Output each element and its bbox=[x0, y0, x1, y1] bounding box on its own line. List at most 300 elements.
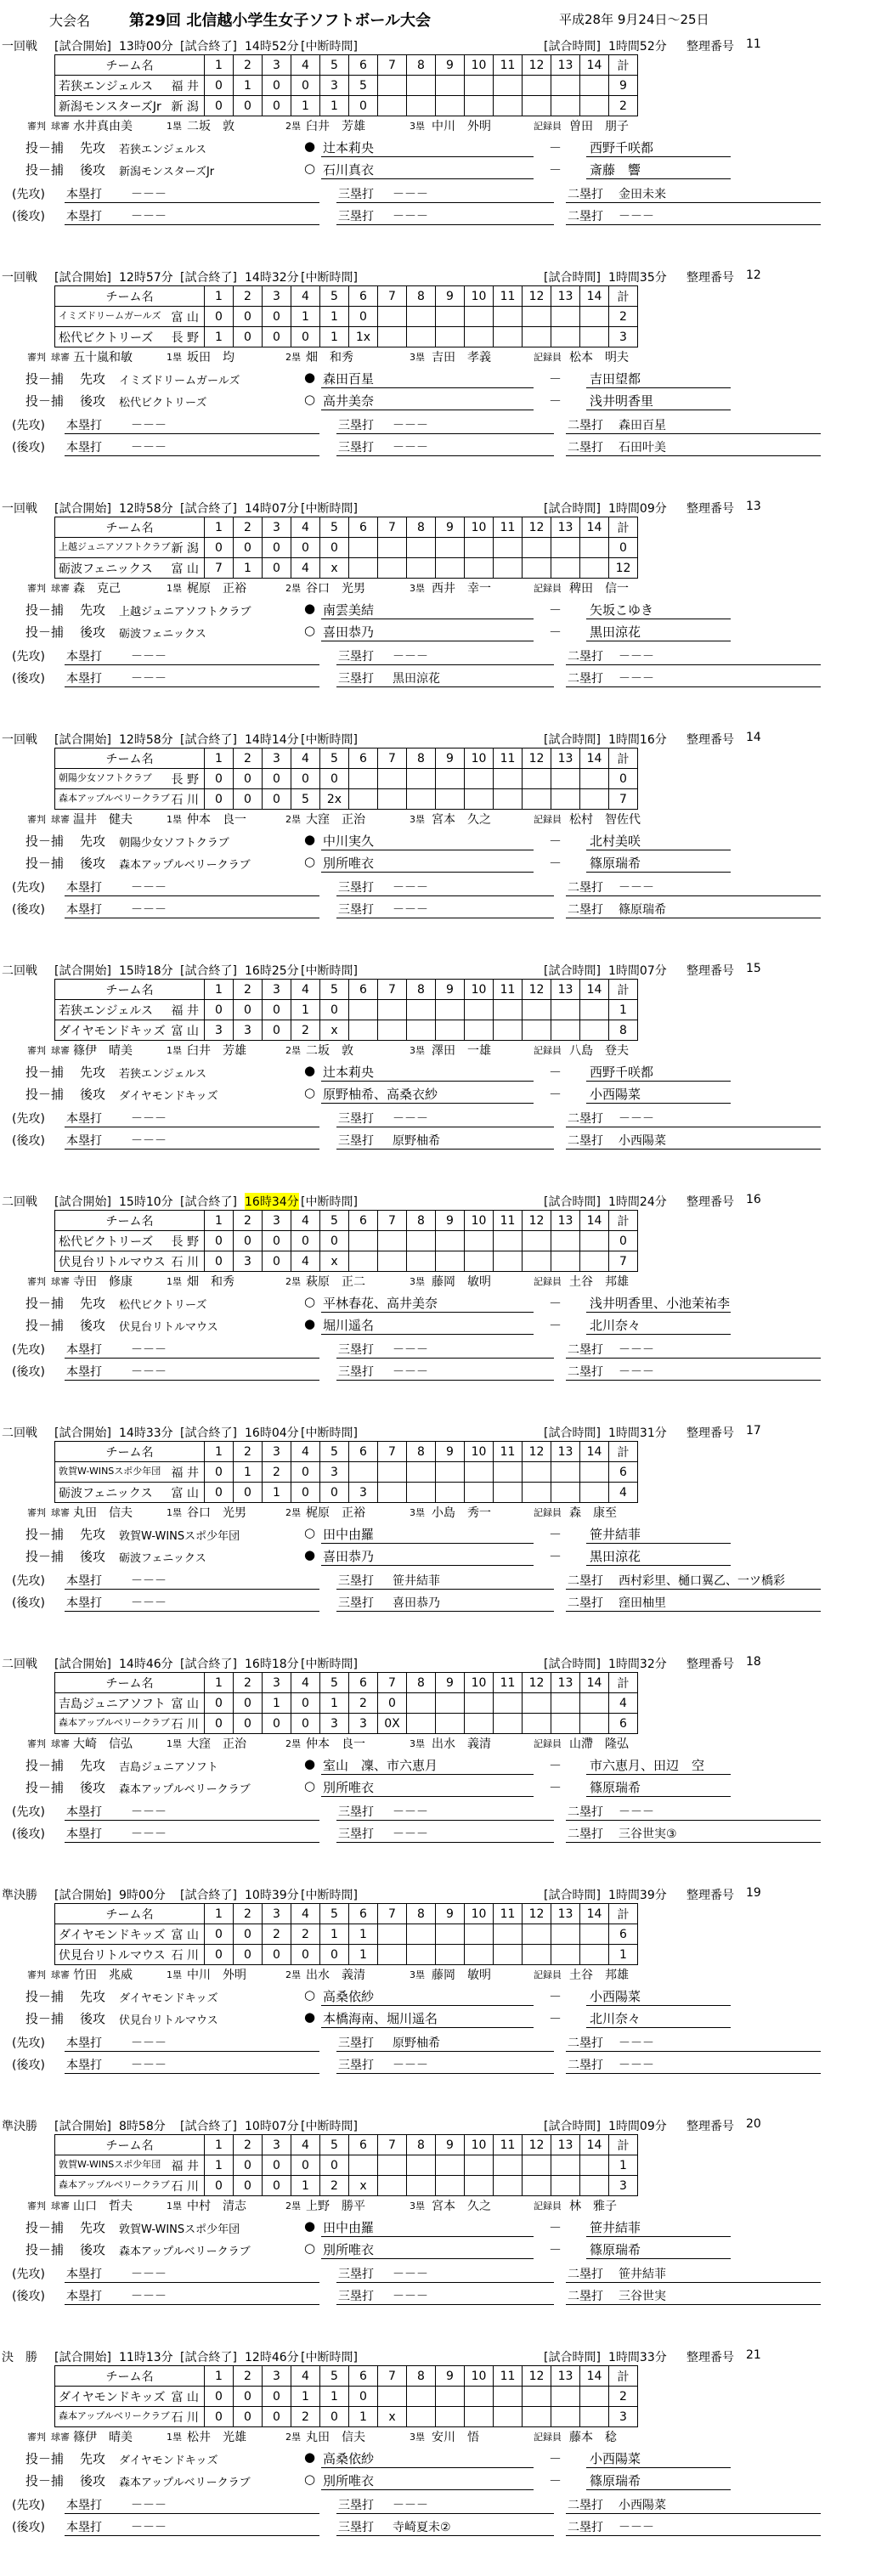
scoreboard-header-row bbox=[55, 2366, 638, 2387]
inning-score: 1 bbox=[234, 1462, 263, 1483]
triple-label: 三塁打 bbox=[338, 2268, 374, 2281]
dash-separator: － bbox=[549, 371, 562, 387]
inning-score bbox=[349, 1251, 378, 1272]
recorder-label: 記録員 bbox=[534, 1276, 562, 1287]
inning-header: 14 bbox=[580, 980, 609, 1000]
inning-header: 9 bbox=[436, 1673, 465, 1693]
plate-umpire-label: 球審 bbox=[51, 2432, 70, 2443]
double-label: 二塁打 bbox=[568, 1574, 603, 1588]
inning-score bbox=[465, 1251, 494, 1272]
inning-score bbox=[465, 1945, 494, 1965]
triple-label: 三塁打 bbox=[338, 210, 374, 223]
start-time: 12時57分 bbox=[119, 271, 173, 285]
inning-score bbox=[523, 1231, 551, 1251]
underline bbox=[566, 2535, 821, 2536]
third-base-umpire-label: 3塁 bbox=[410, 1507, 425, 1518]
inning-header: 13 bbox=[551, 980, 580, 1000]
team-cell bbox=[55, 1945, 205, 1965]
team-score-row bbox=[55, 789, 638, 810]
scoreboard-header-row bbox=[55, 1442, 638, 1462]
double-label: 二塁打 bbox=[568, 2499, 603, 2512]
battery-label: 投－捕 bbox=[25, 2011, 65, 2026]
pitcher-name: 原野柚希、高桑衣紗 bbox=[323, 1087, 438, 1102]
round-name: 一回戦 bbox=[2, 733, 37, 747]
inning-header: 6 bbox=[349, 1442, 378, 1462]
battery-team-name: 砺波フェニックス bbox=[119, 1552, 206, 1565]
first-base-umpire-name: 谷口 光男 bbox=[187, 1506, 246, 1520]
homerun-label: 本塁打 bbox=[66, 1827, 102, 1841]
team-name: 伏見台リトルマウス bbox=[59, 1255, 166, 1269]
inning-header: 13 bbox=[551, 2366, 580, 2387]
batting-order-label: 後攻 bbox=[80, 1318, 106, 1333]
inning-score: 0 bbox=[234, 96, 263, 116]
inning-header: 6 bbox=[349, 1211, 378, 1231]
pitcher-name: 田中由羅 bbox=[323, 1527, 375, 1542]
inning-score bbox=[378, 789, 407, 810]
inning-header: 3 bbox=[263, 980, 291, 1000]
inning-score bbox=[551, 2155, 580, 2176]
third-base-umpire-name: 澤田 一雄 bbox=[432, 1044, 491, 1058]
inning-header: 2 bbox=[234, 749, 263, 769]
inning-header: 12 bbox=[523, 517, 551, 538]
battery-label: 投－捕 bbox=[25, 2220, 65, 2235]
inning-header: 7 bbox=[378, 1904, 407, 1924]
recorder-name: 森 康至 bbox=[569, 1506, 617, 1520]
battery-label: 投－捕 bbox=[25, 856, 65, 871]
hit-side-label: (後攻) bbox=[12, 1365, 45, 1379]
underline bbox=[586, 1334, 731, 1335]
start-label: [試合開始] bbox=[54, 1658, 111, 1671]
team-score-row bbox=[55, 76, 638, 96]
interrupt-label: [中断時間] bbox=[301, 1889, 358, 1902]
triple-players: －－－ bbox=[393, 1805, 428, 1819]
inning-header: 7 bbox=[378, 749, 407, 769]
homerun-label: 本塁打 bbox=[66, 419, 102, 432]
underline bbox=[336, 1589, 554, 1590]
inning-score: 5 bbox=[349, 76, 378, 96]
team-column-header: チーム名 bbox=[55, 55, 205, 76]
catcher-name: 斎藤 響 bbox=[590, 162, 641, 178]
inning-score bbox=[551, 1693, 580, 1714]
underline bbox=[65, 433, 319, 434]
underline bbox=[65, 1149, 319, 1150]
pitcher-name: 喜田恭乃 bbox=[323, 1549, 375, 1564]
inning-score bbox=[378, 2387, 407, 2407]
catcher-name: 黒田涼花 bbox=[590, 1549, 641, 1564]
double-players: －－－ bbox=[619, 2059, 654, 2072]
underline bbox=[566, 202, 821, 203]
team-total: 2 bbox=[609, 2387, 638, 2407]
underline bbox=[65, 664, 319, 665]
inning-score bbox=[580, 2176, 609, 2196]
hit-side-label: (後攻) bbox=[12, 2059, 45, 2072]
inning-score: 0 bbox=[263, 1251, 291, 1272]
underline bbox=[336, 2513, 554, 2514]
inning-score: 0 bbox=[263, 2155, 291, 2176]
inning-score: 0 bbox=[234, 2387, 263, 2407]
game-info-row bbox=[0, 958, 870, 979]
inning-score bbox=[407, 1693, 436, 1714]
inning-score bbox=[494, 96, 523, 116]
inning-score bbox=[580, 538, 609, 558]
start-time: 11時13分 bbox=[119, 2351, 173, 2364]
inning-score: 0 bbox=[263, 1231, 291, 1251]
team-cell bbox=[55, 2387, 205, 2407]
inning-score bbox=[523, 2176, 551, 2196]
triple-label: 三塁打 bbox=[338, 2499, 374, 2512]
inning-score: 0 bbox=[320, 1231, 349, 1251]
inning-header: 9 bbox=[436, 286, 465, 307]
inning-score: 0 bbox=[263, 558, 291, 579]
inning-header: 13 bbox=[551, 286, 580, 307]
team-column-header: チーム名 bbox=[55, 2366, 205, 2387]
duration-label: [試合時間] bbox=[544, 2120, 601, 2133]
inning-score bbox=[436, 1693, 465, 1714]
double-players: －－－ bbox=[619, 1805, 654, 1819]
dash-separator: － bbox=[549, 1989, 562, 2004]
double-label: 二塁打 bbox=[568, 1827, 603, 1841]
underline bbox=[586, 1565, 731, 1566]
homerun-players: －－－ bbox=[131, 2290, 167, 2303]
inning-header: 9 bbox=[436, 55, 465, 76]
inning-score bbox=[465, 96, 494, 116]
inning-score: 0 bbox=[263, 2407, 291, 2427]
double-players: －－－ bbox=[619, 650, 654, 664]
underline bbox=[566, 664, 821, 665]
plate-umpire-name: 温井 健夫 bbox=[73, 813, 133, 827]
team-total: 7 bbox=[609, 789, 638, 810]
team-cell bbox=[55, 769, 205, 789]
third-base-umpire-name: 藤岡 敏明 bbox=[432, 1969, 491, 1982]
catcher-name: 黒田涼花 bbox=[590, 624, 641, 640]
inning-score bbox=[407, 307, 436, 327]
triple-players: －－－ bbox=[393, 210, 428, 223]
start-label: [試合開始] bbox=[54, 502, 111, 516]
first-base-umpire-label: 1塁 bbox=[167, 1507, 182, 1518]
umpire-label: 審判 bbox=[27, 2432, 46, 2443]
catcher-name: 西野千咲都 bbox=[590, 140, 654, 155]
inning-score bbox=[551, 558, 580, 579]
inning-score bbox=[465, 2155, 494, 2176]
team-prefecture: 富 山 bbox=[171, 1486, 199, 1500]
underline bbox=[586, 2489, 731, 2490]
sheet-header bbox=[0, 0, 870, 32]
triple-label: 三塁打 bbox=[338, 1827, 374, 1841]
inning-score: 0 bbox=[234, 1945, 263, 1965]
inning-header: 5 bbox=[320, 517, 349, 538]
homerun-label: 本塁打 bbox=[66, 881, 102, 895]
battery-team-name: 伏見台リトルマウス bbox=[119, 2014, 218, 2027]
underline bbox=[586, 1796, 731, 1797]
inning-header: 5 bbox=[320, 2135, 349, 2155]
extra-base-hit-row bbox=[12, 2053, 862, 2075]
triple-players: －－－ bbox=[393, 188, 428, 201]
hit-side-label: (先攻) bbox=[12, 881, 45, 895]
triple-label: 三塁打 bbox=[338, 1112, 374, 1126]
triple-players: －－－ bbox=[393, 650, 428, 664]
battery-team-name: 森本アップルベリークラブ bbox=[119, 859, 251, 872]
total-header: 計 bbox=[609, 1211, 638, 1231]
plate-umpire-name: 丸田 信夫 bbox=[73, 1506, 133, 1520]
duration-label: [試合時間] bbox=[544, 964, 601, 978]
battery-label: 投－捕 bbox=[25, 140, 65, 155]
tournament-dates: 平成28年 9月24日～25日 bbox=[559, 12, 709, 27]
duration-value: 1時間09分 bbox=[608, 502, 667, 516]
team-name: 敦賀W-WINSスポ少年団 bbox=[59, 1465, 161, 1477]
result-mark: ○ bbox=[304, 1778, 316, 1794]
team-name: 若狭エンジェルス bbox=[59, 1003, 153, 1018]
total-header: 計 bbox=[609, 286, 638, 307]
inning-score: 0 bbox=[205, 538, 234, 558]
triple-label: 三塁打 bbox=[338, 2521, 374, 2534]
inning-header: 4 bbox=[291, 980, 320, 1000]
team-cell bbox=[55, 1924, 205, 1945]
triple-players: －－－ bbox=[393, 441, 428, 455]
team-prefecture: 長 野 bbox=[171, 1234, 199, 1249]
inning-header: 3 bbox=[263, 1673, 291, 1693]
end-label: [試合終了] bbox=[180, 502, 237, 516]
team-score-row bbox=[55, 2407, 638, 2427]
hit-side-label: (後攻) bbox=[12, 210, 45, 223]
duration-value: 1時間39分 bbox=[608, 1889, 667, 1902]
underline bbox=[336, 2073, 554, 2074]
inning-header: 10 bbox=[465, 55, 494, 76]
triple-players: 原野柚希 bbox=[393, 2037, 440, 2050]
pitcher-name: 室山 凜、市六恵月 bbox=[323, 1758, 438, 1773]
dash-separator: － bbox=[549, 140, 562, 155]
battery-label: 投－捕 bbox=[25, 2451, 65, 2466]
batting-order-label: 先攻 bbox=[80, 371, 106, 387]
inning-header: 7 bbox=[378, 2366, 407, 2387]
inning-score: 0 bbox=[205, 2407, 234, 2427]
scoreboard-table bbox=[54, 1210, 638, 1272]
duration-value: 1時間33分 bbox=[608, 2351, 667, 2364]
battery-row bbox=[25, 1776, 867, 1798]
end-time: 16時25分 bbox=[245, 964, 299, 978]
inning-score bbox=[494, 2176, 523, 2196]
inning-score: 0 bbox=[291, 538, 320, 558]
inning-score: 0 bbox=[205, 1924, 234, 1945]
result-mark: ○ bbox=[304, 2240, 316, 2256]
underline bbox=[321, 1081, 534, 1082]
inning-score bbox=[436, 2176, 465, 2196]
third-base-umpire-name: 出水 義清 bbox=[432, 1737, 491, 1751]
pitcher-name: 本橋海南、堀川遥名 bbox=[323, 2011, 438, 2026]
inning-header: 10 bbox=[465, 286, 494, 307]
inning-score bbox=[465, 327, 494, 347]
team-prefecture: 長 野 bbox=[171, 330, 199, 345]
team-prefecture: 石 川 bbox=[171, 2179, 199, 2194]
inning-score: 0 bbox=[291, 769, 320, 789]
underline bbox=[65, 2304, 319, 2305]
battery-team-name: 上越ジュニアソフトクラブ bbox=[119, 606, 251, 619]
inning-score bbox=[378, 307, 407, 327]
scoreboard-table bbox=[54, 285, 638, 347]
scoreboard-header-row bbox=[55, 1904, 638, 1924]
inning-score bbox=[523, 538, 551, 558]
inning-score bbox=[551, 307, 580, 327]
inning-score bbox=[407, 1483, 436, 1503]
battery-label: 投－捕 bbox=[25, 1087, 65, 1102]
start-label: [試合開始] bbox=[54, 2120, 111, 2133]
inning-header: 11 bbox=[494, 286, 523, 307]
inning-header: 1 bbox=[205, 1442, 234, 1462]
catcher-name: 矢坂こゆき bbox=[590, 602, 654, 618]
team-prefecture: 石 川 bbox=[171, 1948, 199, 1963]
inning-score: 0 bbox=[291, 1693, 320, 1714]
hit-side-label: (後攻) bbox=[12, 1596, 45, 1610]
underline bbox=[336, 1358, 554, 1359]
inning-header: 5 bbox=[320, 286, 349, 307]
result-mark: ● bbox=[304, 601, 316, 616]
homerun-players: －－－ bbox=[131, 419, 167, 432]
underline bbox=[321, 2489, 534, 2490]
inning-score: 0 bbox=[205, 1462, 234, 1483]
inning-score: 0 bbox=[205, 2387, 234, 2407]
triple-players: －－－ bbox=[393, 1365, 428, 1379]
inning-header: 10 bbox=[465, 1442, 494, 1462]
inning-score bbox=[551, 1462, 580, 1483]
first-base-umpire-name: 臼井 芳雄 bbox=[187, 1044, 246, 1058]
round-name: 二回戦 bbox=[2, 1658, 37, 1671]
inning-score bbox=[407, 1924, 436, 1945]
third-base-umpire-label: 3塁 bbox=[410, 1969, 425, 1980]
inning-score bbox=[551, 1945, 580, 1965]
underline bbox=[65, 2535, 319, 2536]
inning-score bbox=[494, 2155, 523, 2176]
extra-base-hit-row bbox=[12, 897, 862, 919]
inning-score bbox=[523, 307, 551, 327]
team-column-header: チーム名 bbox=[55, 517, 205, 538]
underline bbox=[586, 1103, 731, 1104]
hit-side-label: (先攻) bbox=[12, 1574, 45, 1588]
battery-team-name: 森本アップルベリークラブ bbox=[119, 2246, 251, 2258]
underline bbox=[321, 2005, 534, 2006]
result-mark: ○ bbox=[304, 161, 316, 176]
triple-players: －－－ bbox=[393, 2499, 428, 2512]
game-info-row bbox=[0, 1421, 870, 1441]
seq-number: 11 bbox=[746, 37, 761, 51]
catcher-name: 北川奈々 bbox=[590, 1318, 641, 1333]
inning-score bbox=[349, 789, 378, 810]
inning-header: 4 bbox=[291, 1442, 320, 1462]
hit-side-label: (先攻) bbox=[12, 1805, 45, 1819]
inning-score bbox=[465, 1000, 494, 1020]
inning-score: 0 bbox=[291, 1462, 320, 1483]
recorder-label: 記録員 bbox=[534, 1507, 562, 1518]
hit-side-label: (後攻) bbox=[12, 2521, 45, 2534]
inning-score: 0 bbox=[234, 2407, 263, 2427]
end-label: [試合終了] bbox=[180, 1658, 237, 1671]
recorder-name: 藤本 稔 bbox=[569, 2431, 617, 2444]
inning-score bbox=[523, 2407, 551, 2427]
underline bbox=[336, 433, 554, 434]
team-score-row bbox=[55, 538, 638, 558]
homerun-label: 本塁打 bbox=[66, 2037, 102, 2050]
end-time: 14時14分 bbox=[245, 733, 299, 747]
inning-header: 6 bbox=[349, 1673, 378, 1693]
underline bbox=[566, 2051, 821, 2052]
second-base-umpire-label: 2塁 bbox=[285, 1507, 301, 1518]
inning-score bbox=[580, 558, 609, 579]
inning-score bbox=[523, 1945, 551, 1965]
battery-label: 投－捕 bbox=[25, 624, 65, 640]
plate-umpire-name: 水井真由美 bbox=[73, 120, 133, 133]
triple-label: 三塁打 bbox=[338, 1365, 374, 1379]
inning-score bbox=[349, 538, 378, 558]
team-name: 砺波フェニックス bbox=[59, 1486, 153, 1500]
end-label: [試合終了] bbox=[180, 271, 237, 285]
homerun-players: －－－ bbox=[131, 188, 167, 201]
result-mark: ○ bbox=[304, 1294, 316, 1309]
start-label: [試合開始] bbox=[54, 1889, 111, 1902]
pitcher-name: 中川実久 bbox=[323, 833, 375, 849]
result-mark: ● bbox=[304, 370, 316, 385]
underline bbox=[336, 1149, 554, 1150]
inning-score bbox=[580, 1924, 609, 1945]
result-mark: ● bbox=[304, 832, 316, 847]
inning-score: 0 bbox=[263, 76, 291, 96]
start-time: 9時00分 bbox=[119, 1889, 166, 1902]
inning-header: 4 bbox=[291, 55, 320, 76]
team-score-row bbox=[55, 558, 638, 579]
inning-score bbox=[407, 1231, 436, 1251]
team-cell bbox=[55, 2176, 205, 2196]
catcher-name: 小西陽菜 bbox=[590, 2451, 641, 2466]
inning-header: 4 bbox=[291, 1673, 320, 1693]
start-time: 15時18分 bbox=[119, 964, 173, 978]
underline bbox=[336, 1842, 554, 1843]
dash-separator: － bbox=[549, 1087, 562, 1102]
recorder-label: 記録員 bbox=[534, 1045, 562, 1056]
inning-score: 1 bbox=[205, 327, 234, 347]
round-name: 二回戦 bbox=[2, 1426, 37, 1440]
umpire-row bbox=[25, 809, 867, 829]
homerun-players: －－－ bbox=[131, 881, 167, 895]
first-base-umpire-label: 1塁 bbox=[167, 1276, 182, 1287]
triple-players: 黒田涼花 bbox=[393, 672, 440, 686]
interrupt-label: [中断時間] bbox=[301, 733, 358, 747]
inning-header: 14 bbox=[580, 517, 609, 538]
inning-header: 10 bbox=[465, 517, 494, 538]
team-column-header: チーム名 bbox=[55, 286, 205, 307]
extra-base-hit-row bbox=[12, 204, 862, 226]
team-prefecture: 富 山 bbox=[171, 562, 199, 576]
inning-score bbox=[494, 769, 523, 789]
start-label: [試合開始] bbox=[54, 1426, 111, 1440]
double-players: 篠原瑞希 bbox=[619, 903, 666, 917]
inning-score: 1 bbox=[320, 307, 349, 327]
homerun-label: 本塁打 bbox=[66, 2268, 102, 2281]
inning-header: 4 bbox=[291, 2135, 320, 2155]
team-cell bbox=[55, 1231, 205, 1251]
underline bbox=[321, 156, 534, 157]
underline bbox=[65, 686, 319, 687]
homerun-players: －－－ bbox=[131, 1365, 167, 1379]
team-prefecture: 富 山 bbox=[171, 1928, 199, 1942]
umpire-row bbox=[25, 1964, 867, 1985]
dash-separator: － bbox=[549, 2011, 562, 2026]
inning-score bbox=[465, 2176, 494, 2196]
inning-score bbox=[523, 96, 551, 116]
third-base-umpire-name: 小島 秀一 bbox=[432, 1506, 491, 1520]
homerun-players: －－－ bbox=[131, 2059, 167, 2072]
battery-row bbox=[25, 1082, 867, 1104]
result-mark: ○ bbox=[304, 1987, 316, 2003]
end-label: [試合終了] bbox=[180, 1195, 237, 1209]
triple-label: 三塁打 bbox=[338, 188, 374, 201]
inning-header: 11 bbox=[494, 2135, 523, 2155]
